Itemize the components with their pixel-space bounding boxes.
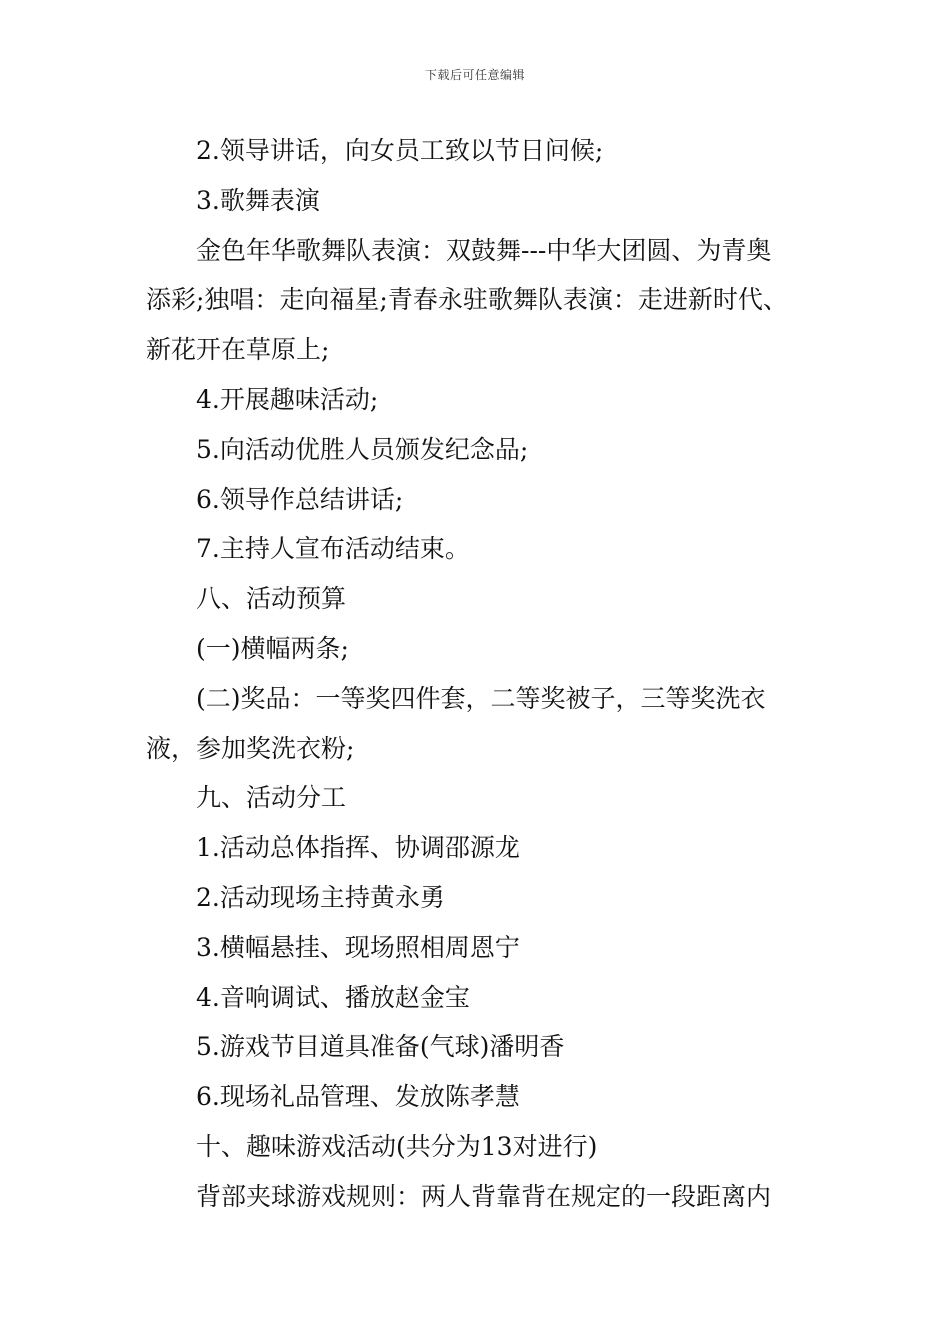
section-heading: 十、趣味游戏活动(共分为13对进行) [196, 1131, 598, 1161]
section-heading: 九、活动分工 [196, 783, 347, 813]
paragraph-line: 3.横幅悬挂、现场照相周恩宁 [196, 932, 520, 962]
paragraph-line: 添彩;独唱：走向福星;青春永驻歌舞队表演：走进新时代、 [146, 285, 788, 315]
paragraph-line: 3.歌舞表演 [196, 185, 320, 215]
paragraph-line: 7.主持人宣布活动结束。 [196, 534, 470, 564]
paragraph-line: 新花开在草原上; [146, 335, 330, 365]
paragraph-line: 6.现场礼品管理、发放陈孝慧 [196, 1082, 520, 1112]
page-header-note: 下载后可任意编辑 [424, 68, 525, 82]
paragraph-line: 6.领导作总结讲话; [196, 484, 404, 514]
paragraph-line: 5.游戏节目道具准备(气球)潘明香 [196, 1032, 565, 1062]
paragraph-line: 液，参加奖洗衣粉; [146, 733, 355, 763]
section-heading: 八、活动预算 [196, 584, 347, 614]
paragraph-line: 2.活动现场主持黄永勇 [196, 882, 445, 912]
paragraph-line: 1.活动总体指挥、协调邵源龙 [196, 833, 520, 863]
paragraph-line: 4.音响调试、播放赵金宝 [196, 982, 470, 1012]
paragraph-line: 2.领导讲话，向女员工致以节日问候; [196, 136, 604, 165]
paragraph-line: 5.向活动优胜人员颁发纪念品; [196, 434, 529, 464]
document-body [146, 126, 822, 1222]
paragraph-line: 4.开展趣味活动; [196, 384, 379, 414]
paragraph-line: 背部夹球游戏规则：两人背靠背在规定的一段距离内 [196, 1181, 772, 1211]
paragraph-line: (二)奖品：一等奖四件套，二等奖被子，三等奖洗衣 [196, 683, 766, 713]
paragraph-line: (一)横幅两条; [196, 633, 349, 663]
paragraph-line: 金色年华歌舞队表演：双鼓舞---中华大团圆、为青奥 [196, 235, 772, 265]
